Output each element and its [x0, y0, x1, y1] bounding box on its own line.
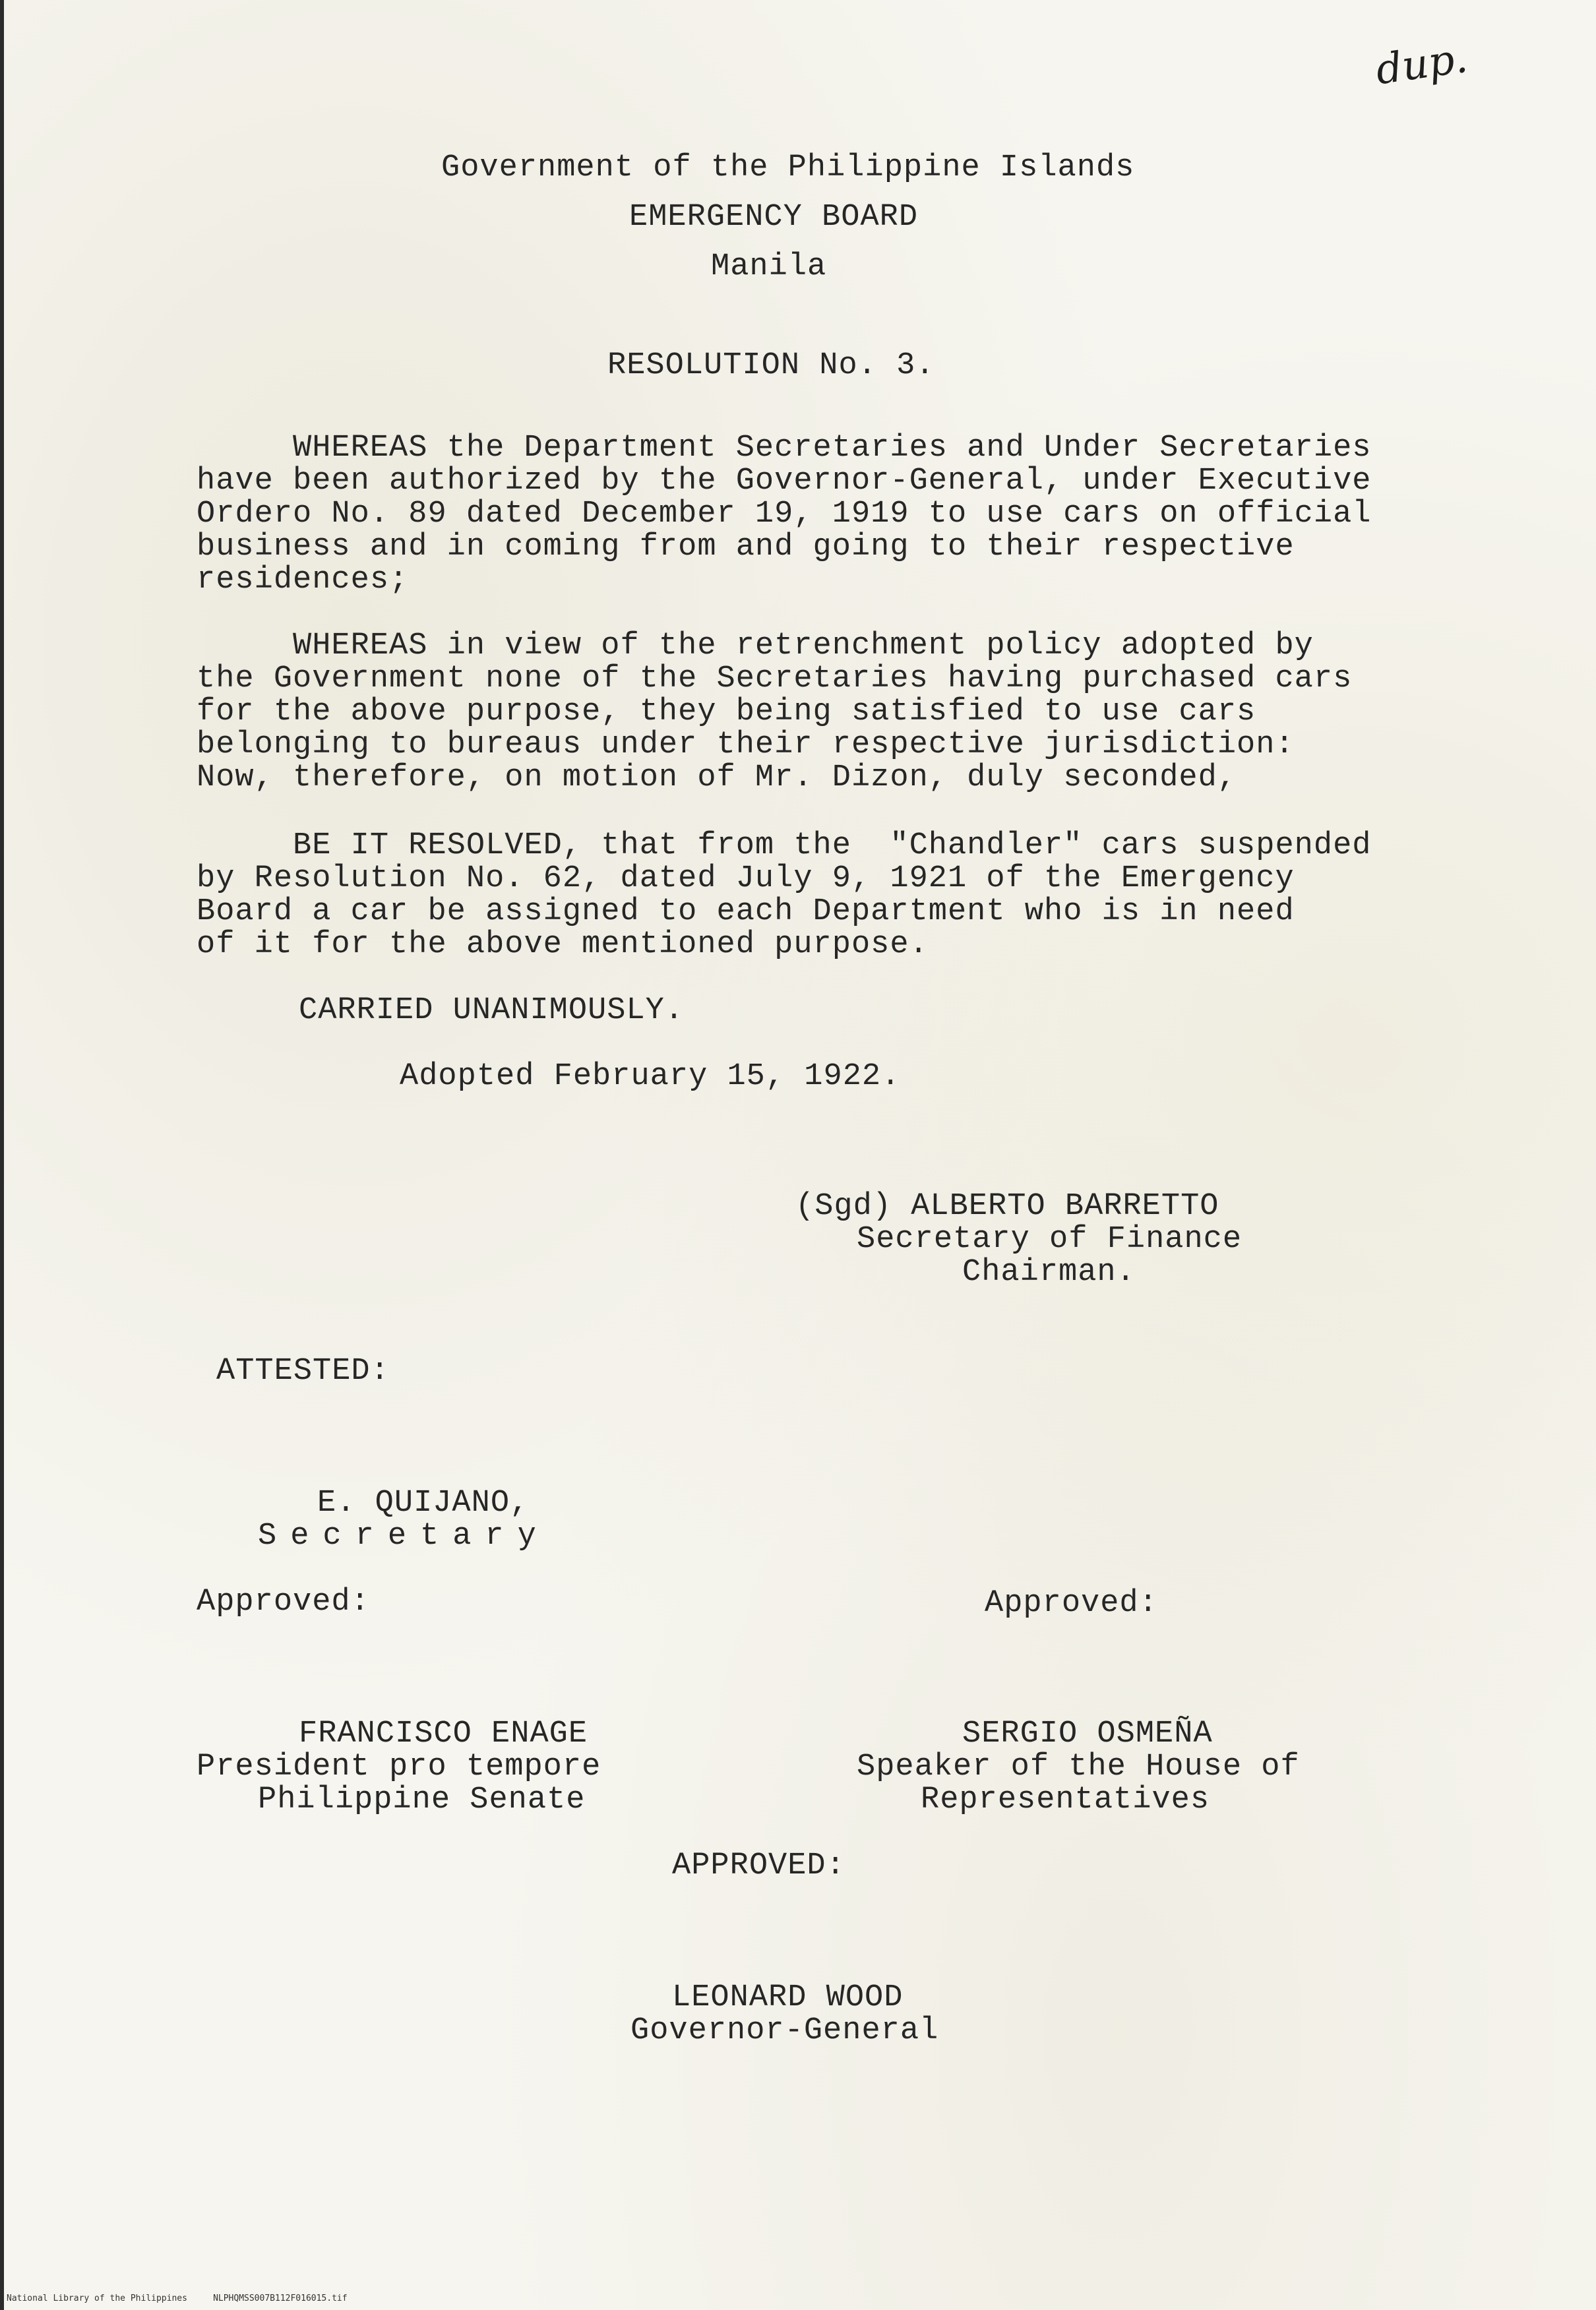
- approved-left-label: Approved:: [197, 1585, 370, 1620]
- approved-right-label: Approved:: [985, 1586, 1158, 1621]
- chairman-role: Chairman.: [962, 1255, 1136, 1290]
- senate-president-name: FRANCISCO ENAGE: [299, 1717, 588, 1751]
- paragraph-line: business and in coming from and going to their respective: [197, 530, 1295, 564]
- paragraph-line: residences;: [197, 562, 409, 597]
- senate-president-title: President pro tempore: [197, 1749, 601, 1784]
- paragraph-line: belonging to bureaus under their respective jurisdiction:: [197, 727, 1295, 762]
- paragraph-line: have been authorized by the Governor-General, under Executive: [197, 464, 1372, 499]
- governor-name: LEONARD WOOD: [672, 1980, 904, 2015]
- house-name: Representatives: [921, 1782, 1210, 1817]
- header-board: EMERGENCY BOARD: [629, 200, 919, 235]
- paragraph-line: BE IT RESOLVED, that from the "Chandler" cars suspended: [197, 828, 1372, 863]
- paragraph-line: for the above purpose, they being satisfied to use cars: [197, 694, 1256, 729]
- chairman-name: (Sgd) ALBERTO BARRETTO: [795, 1189, 1219, 1224]
- paragraph-line: WHEREAS in view of the retrenchment policy adopted by: [197, 628, 1314, 663]
- paragraph-line: Board a car be assigned to each Department who is in need: [197, 894, 1295, 929]
- header-government: Government of the Philippine Islands: [441, 150, 1135, 185]
- paragraph-line: Now, therefore, on motion of Mr. Dizon, duly seconded,: [197, 760, 1237, 795]
- paragraph-line: Ordero No. 89 dated December 19, 1919 to use cars on official: [197, 497, 1372, 532]
- carried-statement: CARRIED UNANIMOUSLY.: [299, 993, 685, 1028]
- paragraph-line: WHEREAS the Department Secretaries and Under Secretaries: [197, 431, 1372, 466]
- secretary-name: E. QUIJANO,: [317, 1486, 530, 1521]
- attested-label: ATTESTED:: [216, 1354, 390, 1389]
- resolution-title: RESOLUTION No. 3.: [607, 348, 935, 383]
- house-speaker-name: SERGIO OSMEÑA: [962, 1717, 1213, 1751]
- approved-final-label: APPROVED:: [672, 1848, 845, 1883]
- governor-title: Governor-General: [630, 2013, 939, 2048]
- chairman-title: Secretary of Finance: [857, 1222, 1243, 1257]
- paragraph-line: by Resolution No. 62, dated July 9, 1921 of the Emergency: [197, 861, 1295, 896]
- paragraph-line: the Government none of the Secretaries having purchased cars: [197, 661, 1353, 696]
- archive-footer: National Library of the Philippines NLPHQMSS007B112F016015.tif: [7, 2294, 348, 2303]
- adopted-date: Adopted February 15, 1922.: [400, 1059, 901, 1094]
- senate-name: Philippine Senate: [258, 1782, 586, 1817]
- paragraph-line: of it for the above mentioned purpose.: [197, 927, 929, 962]
- house-speaker-title: Speaker of the House of: [857, 1749, 1300, 1784]
- header-city: Manila: [711, 249, 827, 284]
- secretary-title: Secretary: [258, 1519, 550, 1554]
- handwritten-annotation: dup.: [1372, 33, 1471, 94]
